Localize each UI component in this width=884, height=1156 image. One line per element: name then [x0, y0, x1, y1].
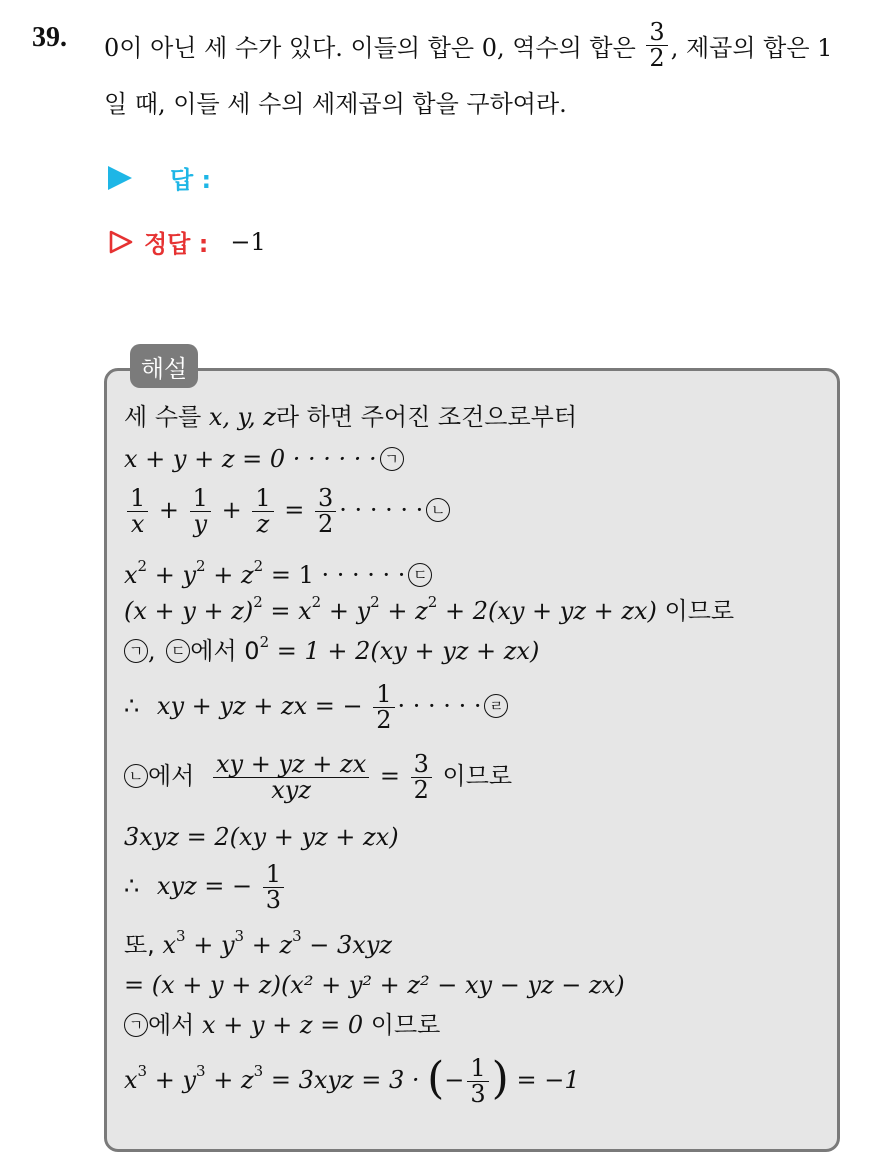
- eq6-left: xy + yz + zx = −: [156, 692, 363, 721]
- den: z: [256, 510, 270, 539]
- question-number: 39.: [32, 22, 67, 53]
- solution-badge: 해설: [130, 344, 198, 388]
- den: 2: [376, 706, 392, 735]
- eq5-tail: = 1 + 2(xy + yz + zx): [276, 637, 540, 665]
- question-fraction: [646, 20, 667, 71]
- v: x: [124, 561, 138, 589]
- marker-giyeok: ㄱ: [124, 1013, 148, 1037]
- eq10-tail: − 3xyz: [309, 931, 393, 959]
- therefore-symbol: ∴: [124, 872, 140, 901]
- frac-3-over-2: [411, 752, 432, 803]
- therefore-symbol: ∴: [124, 692, 140, 721]
- correct-answer-row: [108, 224, 266, 259]
- eq3-tail: = 1 · · · · · ·: [270, 561, 406, 589]
- equation-13: [124, 1052, 580, 1109]
- play-triangle-icon: [108, 166, 132, 190]
- equals: =: [284, 496, 305, 525]
- num: 1: [190, 486, 211, 512]
- v: y: [356, 597, 371, 625]
- v: z: [415, 597, 428, 625]
- num: 1: [263, 862, 284, 888]
- exp: 3: [176, 927, 186, 945]
- also: 또,: [124, 931, 155, 959]
- plus: +: [158, 496, 180, 525]
- equation-6: [124, 682, 508, 733]
- imeuro: 이므로: [442, 762, 513, 791]
- equation-10: [124, 927, 393, 959]
- num: 1: [252, 486, 273, 512]
- exp: 2: [253, 557, 264, 575]
- outline-triangle-icon: [108, 229, 134, 255]
- intro-text-2: 라 하면 주어진 조건으로부터: [275, 403, 578, 431]
- equation-5: [124, 633, 540, 665]
- eq13-tail: = −1: [516, 1066, 580, 1095]
- dots: · · · · · ·: [397, 692, 482, 721]
- den: 2: [413, 776, 429, 805]
- exp: 2: [253, 593, 263, 611]
- num: 1: [467, 1056, 488, 1082]
- v: z: [240, 1066, 254, 1095]
- exp: 2: [370, 593, 380, 611]
- plus: +: [328, 597, 349, 625]
- equation-7: [124, 752, 512, 803]
- frac-sum-over-xyz: [213, 752, 369, 803]
- frac-1-over-z: [252, 486, 273, 537]
- eq9-left: xyz = −: [156, 872, 253, 901]
- den: 3: [470, 1080, 486, 1109]
- imeuro: 이므로: [664, 597, 735, 625]
- equation-11: [124, 972, 625, 998]
- eseo: 에서: [148, 1011, 195, 1039]
- correct-answer-label: 정답 :: [144, 230, 209, 258]
- plus: +: [387, 597, 408, 625]
- exp: 2: [311, 593, 322, 611]
- eq12-mid: x + y + z = 0: [202, 1011, 364, 1039]
- comma: ,: [148, 637, 156, 665]
- exp: 2: [259, 633, 270, 651]
- den: 3: [265, 886, 282, 915]
- eseo: 에서: [148, 762, 195, 791]
- eq4-right: = x: [270, 597, 312, 625]
- v: y: [182, 561, 197, 589]
- v: y: [220, 931, 235, 959]
- frac-1-over-y: [190, 486, 211, 537]
- marker-giyeok: ㄱ: [124, 639, 148, 663]
- dots: · · · · · ·: [339, 496, 424, 525]
- exp: 2: [427, 593, 438, 611]
- v: z: [240, 561, 254, 589]
- den: xyz: [271, 776, 311, 805]
- v: y: [182, 1066, 197, 1095]
- equation-2: [124, 486, 450, 537]
- plus: +: [154, 1066, 175, 1095]
- equation-1: [124, 446, 404, 473]
- question-line-2: 일 때, 이들 세 수의 세제곱의 합을 구하여라.: [104, 90, 567, 118]
- v: x: [124, 1066, 138, 1095]
- den: y: [193, 510, 208, 539]
- v: z: [279, 931, 293, 959]
- plus: +: [154, 561, 175, 589]
- eq11-text: = (x + y + z)(x² + y² + z² − xy − yz − zx): [124, 971, 625, 999]
- exp: 3: [253, 1062, 264, 1081]
- frac-1-over-3: [263, 862, 284, 913]
- frac-3-over-2: [315, 486, 336, 537]
- equation-4: [124, 593, 735, 625]
- question-text-b: , 제곱의 합은 1: [670, 34, 833, 63]
- plus: +: [251, 931, 272, 959]
- num: 1: [127, 486, 148, 512]
- exp: 2: [137, 557, 148, 575]
- exp: 3: [137, 1062, 148, 1081]
- frac-1-over-2: [373, 682, 394, 733]
- question-text-a: 0이 아닌 세 수가 있다. 이들의 합은 0, 역수의 합은: [104, 34, 636, 63]
- solution-intro: [124, 404, 577, 430]
- den: 2: [318, 510, 334, 539]
- fraction-numerator: 3: [646, 20, 667, 46]
- plus: +: [193, 931, 214, 959]
- imeuro: 이므로: [370, 1011, 441, 1039]
- equation-12: [124, 1012, 440, 1039]
- marker-giyeok: ㄱ: [380, 447, 404, 471]
- eq5-from: 에서 0: [190, 637, 260, 665]
- minus: −: [444, 1066, 465, 1095]
- eq8-text: 3xyz = 2(xy + yz + zx): [124, 823, 399, 851]
- intro-vars: x, y, z: [208, 403, 276, 431]
- marker-digeut: ㄷ: [408, 563, 432, 587]
- eq4-tail: + 2(xy + yz + zx): [444, 597, 657, 625]
- intro-text: 세 수를: [124, 403, 202, 431]
- eq4-left: (x + y + z): [124, 597, 254, 625]
- exp: 3: [196, 1062, 206, 1081]
- marker-nieun: ㄴ: [426, 498, 450, 522]
- equation-9: [124, 862, 287, 913]
- num: xy + yz + zx: [213, 752, 369, 778]
- exp: 2: [196, 557, 206, 575]
- right-paren: ): [491, 1052, 509, 1104]
- plus: +: [213, 1066, 234, 1095]
- plus: +: [213, 561, 234, 589]
- num: 3: [411, 752, 432, 778]
- marker-rieul: ㄹ: [484, 694, 508, 718]
- plus: +: [221, 496, 242, 525]
- eq1-text: x + y + z = 0 · · · · · ·: [124, 445, 377, 473]
- equation-8: [124, 824, 399, 850]
- v: x: [162, 931, 177, 959]
- marker-nieun: ㄴ: [124, 764, 148, 788]
- exp: 3: [234, 927, 245, 945]
- eq13-mid: = 3xyz = 3 ·: [270, 1066, 420, 1095]
- marker-digeut: ㄷ: [166, 639, 190, 663]
- correct-answer-value: −1: [230, 227, 266, 256]
- fraction-denominator: 2: [649, 44, 665, 73]
- answer-row: [108, 160, 211, 195]
- exp: 3: [292, 927, 302, 945]
- frac-1-over-x: [127, 486, 148, 537]
- answer-label: 답 :: [170, 166, 212, 194]
- num: 1: [373, 682, 394, 708]
- den: x: [130, 510, 145, 539]
- equation-3: [124, 557, 432, 589]
- equals: =: [379, 762, 400, 791]
- frac-1-over-3: [467, 1056, 488, 1107]
- question-line-1: [104, 18, 833, 75]
- num: 3: [315, 486, 336, 512]
- left-paren: (: [427, 1052, 445, 1104]
